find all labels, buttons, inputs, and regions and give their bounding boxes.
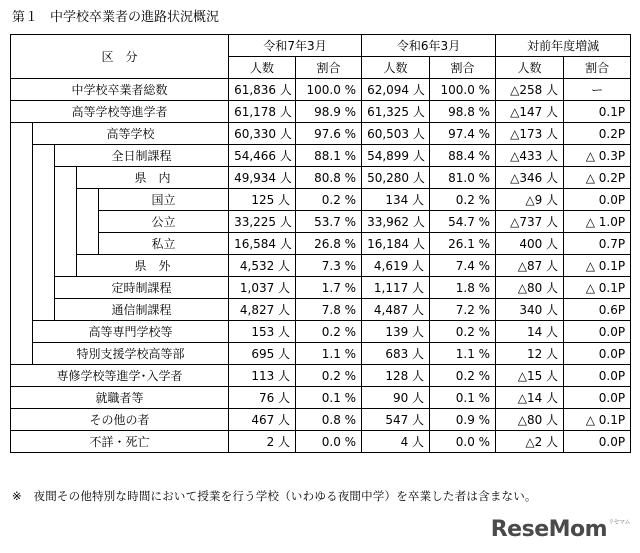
value-cell: △80 人 xyxy=(496,409,564,431)
progress-table xyxy=(10,34,631,453)
indent-cell xyxy=(33,167,55,189)
value-cell: 7.3 % xyxy=(296,255,362,277)
value-cell: 0.0P xyxy=(564,365,631,387)
row-label: 高等学校等進学者 xyxy=(11,101,229,123)
row-label: 特別支援学校高等部 xyxy=(33,343,229,365)
value-cell: 683 人 xyxy=(362,343,430,365)
value-cell: 4,619 人 xyxy=(362,255,430,277)
logo-text: ReseMom xyxy=(490,517,608,542)
value-cell: ー xyxy=(564,79,631,101)
value-cell: 0.2 % xyxy=(296,189,362,211)
value-cell: 139 人 xyxy=(362,321,430,343)
value-cell: 695 人 xyxy=(229,343,296,365)
row-label: 通信制課程 xyxy=(55,299,229,321)
value-cell: △15 人 xyxy=(496,365,564,387)
value-cell: 26.1 % xyxy=(430,233,496,255)
value-cell: 4 人 xyxy=(362,431,430,453)
value-cell: 153 人 xyxy=(229,321,296,343)
value-cell: 0.1P xyxy=(564,101,631,123)
value-cell: △ 0.1P xyxy=(564,277,631,299)
row-label: 国立 xyxy=(99,189,229,211)
value-cell: 134 人 xyxy=(362,189,430,211)
indent-cell xyxy=(11,255,33,277)
value-cell: △ 0.3P xyxy=(564,145,631,167)
value-cell: 0.0 % xyxy=(296,431,362,453)
indent-cell xyxy=(11,189,33,211)
indent-cell xyxy=(33,233,55,255)
value-cell: 0.0P xyxy=(564,189,631,211)
indent-cell xyxy=(11,343,33,365)
value-cell: 0.0P xyxy=(564,343,631,365)
value-cell: △ 0.1P xyxy=(564,255,631,277)
table-row xyxy=(11,343,631,365)
indent-cell xyxy=(33,211,55,233)
value-cell: 0.6P xyxy=(564,299,631,321)
row-label: 県 外 xyxy=(77,255,229,277)
logo-tagline: リセマム xyxy=(608,519,630,526)
value-cell: △433 人 xyxy=(496,145,564,167)
value-cell: △ 0.1P xyxy=(564,409,631,431)
table-row xyxy=(11,365,631,387)
value-cell: 0.2P xyxy=(564,123,631,145)
value-cell: 128 人 xyxy=(362,365,430,387)
value-cell: 400 人 xyxy=(496,233,564,255)
value-cell: 0.2 % xyxy=(296,365,362,387)
value-cell: 125 人 xyxy=(229,189,296,211)
value-cell: 0.2 % xyxy=(430,365,496,387)
value-cell: 7.8 % xyxy=(296,299,362,321)
value-cell: 98.9 % xyxy=(296,101,362,123)
row-label: 私立 xyxy=(99,233,229,255)
value-cell: 0.7P xyxy=(564,233,631,255)
value-cell: 0.1 % xyxy=(430,387,496,409)
value-cell: 1.1 % xyxy=(296,343,362,365)
table-row xyxy=(11,79,631,101)
value-cell: △2 人 xyxy=(496,431,564,453)
value-cell: 0.8 % xyxy=(296,409,362,431)
value-cell: 97.4 % xyxy=(430,123,496,145)
value-cell: 54.7 % xyxy=(430,211,496,233)
indent-cell xyxy=(77,189,99,211)
value-cell: 7.4 % xyxy=(430,255,496,277)
table-row xyxy=(11,321,631,343)
value-cell: 0.1 % xyxy=(296,387,362,409)
page-title xyxy=(12,6,219,25)
r6-header: 令和6年3月 xyxy=(362,35,496,57)
value-cell: 1,037 人 xyxy=(229,277,296,299)
row-label: 高等専門学校等 xyxy=(33,321,229,343)
value-cell: 1.1 % xyxy=(430,343,496,365)
category-header: 区 分 xyxy=(11,35,229,79)
table-row xyxy=(11,387,631,409)
indent-cell xyxy=(11,321,33,343)
value-cell: 88.4 % xyxy=(430,145,496,167)
value-cell: 54,466 人 xyxy=(229,145,296,167)
value-cell: 0.0P xyxy=(564,431,631,453)
value-cell: 0.2 % xyxy=(430,321,496,343)
value-cell: 54,899 人 xyxy=(362,145,430,167)
table-row xyxy=(11,255,631,277)
value-cell: △9 人 xyxy=(496,189,564,211)
value-cell: 62,094 人 xyxy=(362,79,430,101)
table-row xyxy=(11,277,631,299)
table-row xyxy=(11,167,631,189)
row-label: 県 内 xyxy=(77,167,229,189)
value-cell: 4,532 人 xyxy=(229,255,296,277)
value-cell: 26.8 % xyxy=(296,233,362,255)
table-row xyxy=(11,189,631,211)
value-cell: 50,280 人 xyxy=(362,167,430,189)
table-row xyxy=(11,431,631,453)
value-cell: 4,487 人 xyxy=(362,299,430,321)
row-label: 高等学校 xyxy=(33,123,229,145)
ratio-header: 割合 xyxy=(296,57,362,79)
indent-cell xyxy=(11,211,33,233)
indent-cell xyxy=(33,145,55,167)
value-cell: 16,184 人 xyxy=(362,233,430,255)
table-row xyxy=(11,299,631,321)
value-cell: △173 人 xyxy=(496,123,564,145)
indent-cell xyxy=(55,167,77,189)
title-text: 中学校卒業者の進路状況概況 xyxy=(50,10,220,25)
indent-cell xyxy=(11,277,33,299)
value-cell: △258 人 xyxy=(496,79,564,101)
row-label: 中学校卒業者総数 xyxy=(11,79,229,101)
indent-cell xyxy=(33,189,55,211)
indent-cell xyxy=(77,211,99,233)
value-cell: 61,836 人 xyxy=(229,79,296,101)
table-row xyxy=(11,211,631,233)
indent-cell xyxy=(55,233,77,255)
value-cell: 12 人 xyxy=(496,343,564,365)
value-cell: △ 1.0P xyxy=(564,211,631,233)
indent-cell xyxy=(11,233,33,255)
value-cell: 33,225 人 xyxy=(229,211,296,233)
value-cell: 81.0 % xyxy=(430,167,496,189)
indent-cell xyxy=(77,233,99,255)
value-cell: 113 人 xyxy=(229,365,296,387)
row-label: 就職者等 xyxy=(11,387,229,409)
indent-cell xyxy=(11,299,33,321)
table-row xyxy=(11,123,631,145)
table-row xyxy=(11,145,631,167)
value-cell: 4,827 人 xyxy=(229,299,296,321)
value-cell: 33,962 人 xyxy=(362,211,430,233)
value-cell: 80.8 % xyxy=(296,167,362,189)
indent-cell xyxy=(55,255,77,277)
table-row xyxy=(11,101,631,123)
value-cell: 340 人 xyxy=(496,299,564,321)
row-label: 専修学校等進学･入学者 xyxy=(11,365,229,387)
value-cell: 53.7 % xyxy=(296,211,362,233)
indent-cell xyxy=(33,255,55,277)
ratio-header: 割合 xyxy=(430,57,496,79)
indent-cell xyxy=(11,123,33,145)
footnote: ※ 夜間その他特別な時間において授業を行う学校（いわゆる夜間中学）を卒業した者は含まない。 xyxy=(12,489,537,503)
row-label: その他の者 xyxy=(11,409,229,431)
people-header: 人数 xyxy=(229,57,296,79)
value-cell: △14 人 xyxy=(496,387,564,409)
value-cell: 90 人 xyxy=(362,387,430,409)
value-cell: 7.2 % xyxy=(430,299,496,321)
value-cell: △147 人 xyxy=(496,101,564,123)
value-cell: 100.0 % xyxy=(296,79,362,101)
value-cell: 0.0P xyxy=(564,387,631,409)
value-cell: 60,330 人 xyxy=(229,123,296,145)
value-cell: △ 0.2P xyxy=(564,167,631,189)
value-cell: 0.9 % xyxy=(430,409,496,431)
value-cell: 1.8 % xyxy=(430,277,496,299)
table-row xyxy=(11,233,631,255)
table-row xyxy=(11,409,631,431)
row-label: 全日制課程 xyxy=(55,145,229,167)
value-cell: 2 人 xyxy=(229,431,296,453)
ratio-header: 割合 xyxy=(564,57,631,79)
value-cell: 76 人 xyxy=(229,387,296,409)
header-row-1 xyxy=(11,35,631,57)
row-label: 公立 xyxy=(99,211,229,233)
indent-cell xyxy=(55,189,77,211)
indent-cell xyxy=(55,211,77,233)
value-cell: 1,117 人 xyxy=(362,277,430,299)
value-cell: △80 人 xyxy=(496,277,564,299)
title-number: 第１ xyxy=(12,10,39,25)
value-cell: 60,503 人 xyxy=(362,123,430,145)
value-cell: 16,584 人 xyxy=(229,233,296,255)
resemom-logo xyxy=(491,517,630,542)
value-cell: △346 人 xyxy=(496,167,564,189)
value-cell: 467 人 xyxy=(229,409,296,431)
value-cell: 100.0 % xyxy=(430,79,496,101)
value-cell: 61,325 人 xyxy=(362,101,430,123)
indent-cell xyxy=(11,145,33,167)
value-cell: 547 人 xyxy=(362,409,430,431)
indent-cell xyxy=(11,167,33,189)
value-cell: 88.1 % xyxy=(296,145,362,167)
value-cell: 49,934 人 xyxy=(229,167,296,189)
diff-header: 対前年度増減 xyxy=(496,35,631,57)
value-cell: △737 人 xyxy=(496,211,564,233)
people-header: 人数 xyxy=(496,57,564,79)
value-cell: 1.7 % xyxy=(296,277,362,299)
value-cell: 14 人 xyxy=(496,321,564,343)
value-cell: △87 人 xyxy=(496,255,564,277)
row-label: 不詳・死亡 xyxy=(11,431,229,453)
value-cell: 97.6 % xyxy=(296,123,362,145)
r7-header: 令和7年3月 xyxy=(229,35,362,57)
people-header: 人数 xyxy=(362,57,430,79)
value-cell: 0.0P xyxy=(564,321,631,343)
value-cell: 0.2 % xyxy=(430,189,496,211)
value-cell: 61,178 人 xyxy=(229,101,296,123)
indent-cell xyxy=(33,299,55,321)
indent-cell xyxy=(33,277,55,299)
row-label: 定時制課程 xyxy=(55,277,229,299)
value-cell: 0.2 % xyxy=(296,321,362,343)
value-cell: 0.0 % xyxy=(430,431,496,453)
value-cell: 98.8 % xyxy=(430,101,496,123)
